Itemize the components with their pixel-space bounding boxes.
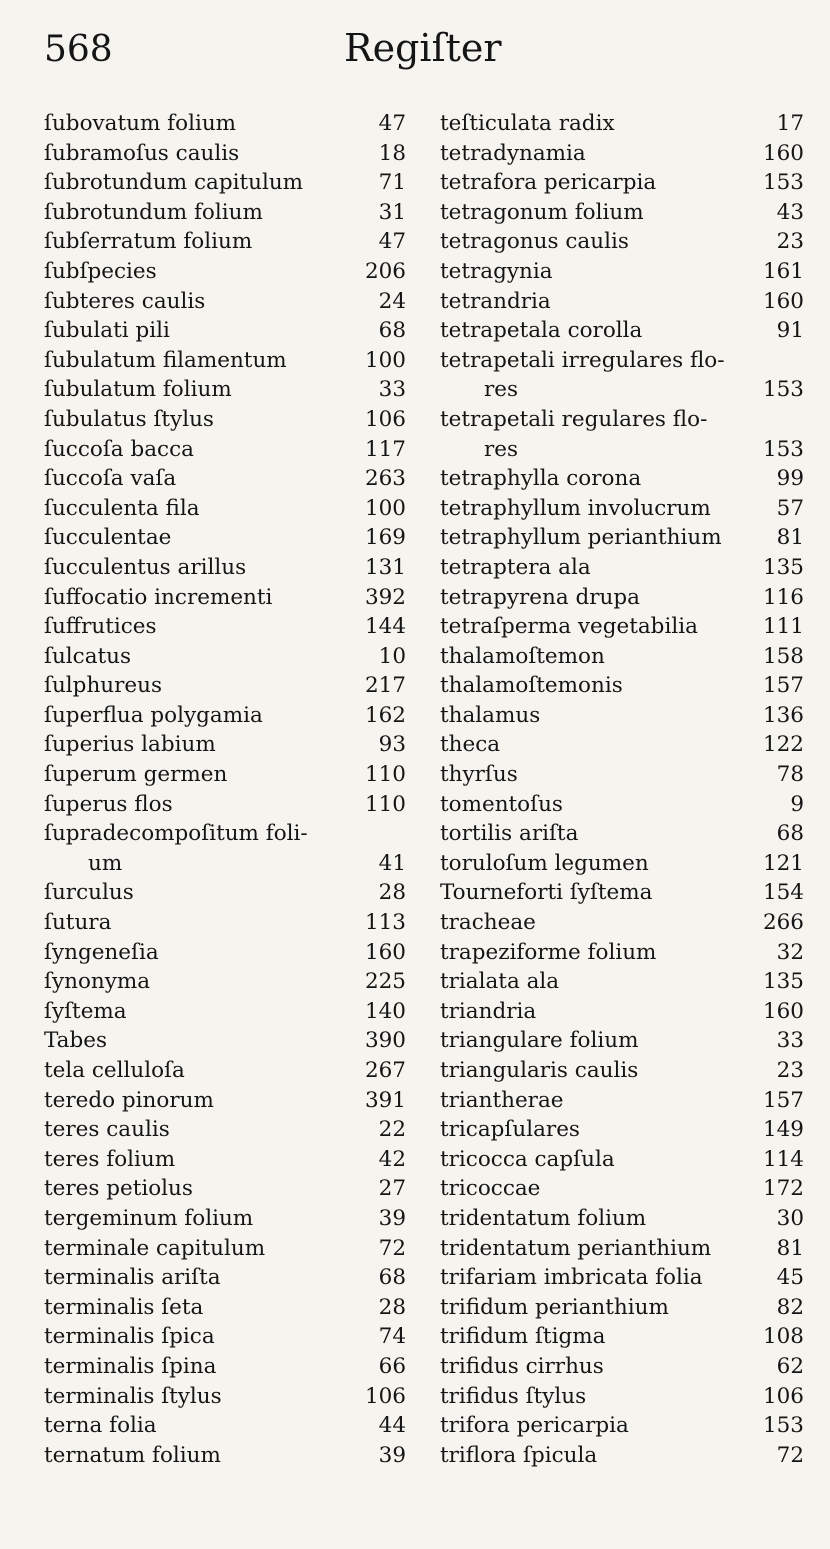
- index-term: tridentatum folium: [440, 1205, 647, 1231]
- page-reference: 157: [762, 673, 804, 699]
- index-term: Tabes: [44, 1028, 108, 1054]
- index-term: tetragonum folium: [440, 199, 644, 225]
- page-reference: 157: [762, 1087, 804, 1113]
- index-term: um: [88, 850, 123, 876]
- index-term: tergeminum folium: [44, 1205, 254, 1231]
- index-entry: [44, 287, 406, 317]
- index-term: ſubulatus ſtylus: [44, 406, 214, 432]
- index-term: terminalis ſpica: [44, 1324, 215, 1350]
- index-entry: [440, 1204, 804, 1234]
- index-term: terminalis ſpina: [44, 1353, 217, 1379]
- index-entry: [440, 287, 804, 317]
- index-entry: [44, 1145, 406, 1175]
- index-entry: [440, 760, 804, 790]
- page-reference: 117: [364, 436, 406, 462]
- index-term: tetraptera ala: [440, 554, 591, 580]
- index-entry: [440, 523, 804, 553]
- index-entry: [44, 405, 406, 435]
- page-reference: 160: [364, 939, 406, 965]
- index-term: trifora pericarpia: [440, 1413, 629, 1439]
- index-term: ſucculentae: [44, 525, 172, 551]
- index-entry: [44, 760, 406, 790]
- page-reference: 99: [776, 466, 804, 492]
- page-reference: 106: [762, 1383, 804, 1409]
- index-term: tetraſperma vegetabilia: [440, 614, 698, 640]
- index-term: tetrandria: [440, 288, 551, 314]
- index-term: ſubramoſus caulis: [44, 140, 240, 166]
- index-entry: [44, 1293, 406, 1323]
- index-entry: [440, 316, 804, 346]
- page-reference: 266: [762, 910, 804, 936]
- index-entry: [440, 612, 804, 642]
- page-reference: 169: [364, 525, 406, 551]
- index-term: ſuffocatio incrementi: [44, 584, 273, 610]
- page-reference: 28: [378, 880, 406, 906]
- page-reference: 135: [762, 969, 804, 995]
- index-entry: [44, 612, 406, 642]
- index-term: Tourneforti ſyſtema: [440, 880, 653, 906]
- page-reference: 113: [364, 910, 406, 936]
- index-entry: [44, 1352, 406, 1382]
- page-reference: 28: [378, 1294, 406, 1320]
- page-reference: 91: [776, 318, 804, 344]
- index-entry: [440, 1441, 804, 1471]
- index-entry: [440, 1352, 804, 1382]
- index-term: tetragonus caulis: [440, 229, 629, 255]
- index-entry: [440, 1115, 804, 1145]
- page-reference: 43: [776, 199, 804, 225]
- index-term: teres folium: [44, 1146, 176, 1172]
- page-reference: 121: [762, 850, 804, 876]
- index-term: ſupradecompoſitum foli-: [44, 821, 308, 847]
- index-term: ſubrotundum capitulum: [44, 170, 304, 196]
- index-entry: [44, 1441, 406, 1471]
- index-term: tortilis ariſta: [440, 821, 579, 847]
- page-reference: 160: [762, 998, 804, 1024]
- page-reference: 93: [378, 732, 406, 758]
- index-entry: [44, 967, 406, 997]
- page-reference: 78: [776, 762, 804, 788]
- index-term: ſuccoſa vaſa: [44, 466, 177, 492]
- page-reference: 22: [378, 1117, 406, 1143]
- page-reference: 158: [762, 643, 804, 669]
- page-reference: 10: [378, 643, 406, 669]
- index-term: trialata ala: [440, 969, 560, 995]
- index-entry: [44, 494, 406, 524]
- index-term: triandria: [440, 998, 537, 1024]
- index-term: ſubovatum folium: [44, 111, 237, 136]
- left-index-column: [44, 109, 406, 1470]
- index-entry: [440, 139, 804, 169]
- index-entry: [44, 849, 406, 879]
- index-entry: [44, 553, 406, 583]
- page-reference: 267: [364, 1058, 406, 1083]
- index-term: tetrapetali regulares flo-: [440, 406, 708, 432]
- index-term: tetrapetali irregulares flo-: [440, 347, 725, 373]
- index-entry: [44, 464, 406, 494]
- right-index-column: [440, 109, 804, 1470]
- index-term: tetrafora pericarpia: [440, 170, 657, 196]
- index-term: ſuperius labium: [44, 732, 216, 758]
- index-term: terminalis ſtylus: [44, 1383, 222, 1409]
- index-entry: [440, 967, 804, 997]
- index-entry: [440, 435, 804, 465]
- page-reference: 225: [364, 969, 406, 995]
- page-reference: 131: [364, 554, 406, 580]
- index-entry: [44, 1263, 406, 1293]
- page-reference: 149: [762, 1117, 804, 1143]
- page-reference: 23: [776, 1058, 804, 1083]
- index-term: ſubrotundum folium: [44, 199, 263, 225]
- index-term: ſubulatum filamentum: [44, 347, 287, 373]
- index-term: thalamoſtemon: [440, 643, 605, 669]
- page-reference: 111: [762, 614, 804, 640]
- page-reference: 160: [762, 140, 804, 166]
- index-entry: [440, 1293, 804, 1323]
- index-term: tridentatum perianthium: [440, 1235, 712, 1261]
- page-reference: 18: [378, 140, 406, 166]
- index-term: tricocca capſula: [440, 1146, 615, 1172]
- page-reference: 68: [776, 821, 804, 847]
- index-term: ſubſerratum folium: [44, 229, 253, 255]
- page-reference: 116: [762, 584, 804, 610]
- index-term: ſulcatus: [44, 643, 132, 669]
- index-term: res: [484, 436, 519, 462]
- page-reference: 32: [776, 939, 804, 965]
- index-entry: [44, 375, 406, 405]
- page-reference: 217: [364, 673, 406, 699]
- index-term: teres petiolus: [44, 1176, 193, 1202]
- index-term: terminalis ariſta: [44, 1265, 221, 1291]
- index-term: terna folia: [44, 1413, 157, 1439]
- page-reference: 122: [762, 732, 804, 758]
- index-entry: [440, 849, 804, 879]
- page-reference: 100: [364, 495, 406, 521]
- index-entry: [44, 1174, 406, 1204]
- index-term: teres caulis: [44, 1117, 170, 1143]
- page-reference: 62: [776, 1353, 804, 1379]
- index-entry: [440, 168, 804, 198]
- page-reference: 106: [364, 406, 406, 432]
- index-entry: [440, 908, 804, 938]
- page-reference: 160: [762, 288, 804, 314]
- index-term: tetraphyllum involucrum: [440, 495, 711, 521]
- page-reference: 82: [776, 1294, 804, 1320]
- index-entry: [440, 1322, 804, 1352]
- index-term: tetrapetala corolla: [440, 318, 643, 344]
- page-reference: 161: [762, 258, 804, 284]
- index-entry: [44, 642, 406, 672]
- index-term: ſuperum germen: [44, 762, 228, 788]
- index-entry: [44, 346, 406, 376]
- index-entry: [44, 1086, 406, 1116]
- index-term: ſyſtema: [44, 998, 127, 1024]
- index-entry: [44, 1411, 406, 1441]
- index-entry: [440, 878, 804, 908]
- index-entry: [44, 1234, 406, 1264]
- index-entry: [44, 1382, 406, 1412]
- page-reference: 391: [364, 1087, 406, 1113]
- page-reference: 30: [776, 1205, 804, 1231]
- index-term: tricapſulares: [440, 1117, 580, 1143]
- page-reference: 153: [762, 377, 804, 403]
- index-entry: [44, 997, 406, 1027]
- page-reference: 172: [762, 1176, 804, 1202]
- index-entry: [440, 494, 804, 524]
- page-reference: 42: [378, 1146, 406, 1172]
- page-reference: 71: [378, 170, 406, 196]
- index-term: ſuperus flos: [44, 791, 173, 817]
- index-term: thalamus: [440, 702, 541, 728]
- index-entry: [44, 671, 406, 701]
- index-term: ternatum folium: [44, 1442, 221, 1468]
- index-term: ſuccoſa bacca: [44, 436, 194, 462]
- index-entry: [440, 198, 804, 228]
- index-term: tela celluloſa: [44, 1058, 185, 1083]
- index-entry: [44, 109, 406, 139]
- index-term: terminale capitulum: [44, 1235, 266, 1261]
- index-term: ſubſpecies: [44, 258, 157, 284]
- index-term: terminalis ſeta: [44, 1294, 204, 1320]
- index-term: ſutura: [44, 910, 112, 936]
- page-reference: 27: [378, 1176, 406, 1202]
- page-reference: 390: [364, 1028, 406, 1054]
- index-term: ſynonyma: [44, 969, 151, 995]
- index-entry: [440, 671, 804, 701]
- index-entry: [44, 1322, 406, 1352]
- index-term: trifariam imbricata folia: [440, 1265, 703, 1291]
- page-reference: 31: [378, 199, 406, 225]
- index-entry: [440, 1056, 804, 1086]
- page-reference: 108: [762, 1324, 804, 1350]
- page-reference: 33: [776, 1028, 804, 1054]
- page-reference: 44: [378, 1413, 406, 1439]
- index-entry: [440, 405, 804, 435]
- page-reference: 144: [364, 614, 406, 640]
- index-entry: [440, 1263, 804, 1293]
- index-term: ſucculenta fila: [44, 495, 200, 521]
- page-reference: 153: [762, 170, 804, 196]
- index-term: triflora ſpicula: [440, 1442, 598, 1468]
- page-reference: 68: [378, 1265, 406, 1291]
- index-entry: [440, 1411, 804, 1441]
- index-entry: [440, 346, 804, 376]
- page-reference: 74: [378, 1324, 406, 1350]
- page-reference: 39: [378, 1205, 406, 1231]
- page-number: 568: [44, 29, 113, 70]
- index-term: triangulare folium: [440, 1028, 639, 1054]
- index-term: triangularis caulis: [440, 1058, 639, 1083]
- index-term: res: [484, 377, 519, 403]
- page-reference: 140: [364, 998, 406, 1024]
- index-entry: [440, 553, 804, 583]
- index-entry: [440, 642, 804, 672]
- page-reference: 9: [790, 791, 804, 817]
- index-entry: [44, 316, 406, 346]
- index-entry: [440, 1086, 804, 1116]
- index-term: trapeziforme folium: [440, 939, 657, 965]
- index-entry: [44, 1115, 406, 1145]
- index-entry: [44, 938, 406, 968]
- index-entry: [440, 819, 804, 849]
- index-term: tetragynia: [440, 258, 553, 284]
- index-term: tomentoſus: [440, 791, 563, 817]
- index-term: ſubulati pili: [44, 318, 170, 344]
- index-entry: [44, 139, 406, 169]
- index-entry: [440, 1026, 804, 1056]
- index-entry: [44, 168, 406, 198]
- index-entry: [440, 375, 804, 405]
- index-term: trifidus cirrhus: [440, 1353, 604, 1379]
- index-term: tricoccae: [440, 1176, 541, 1202]
- index-term: ſubulatum folium: [44, 377, 232, 403]
- page-reference: 72: [776, 1442, 804, 1468]
- index-term: tracheae: [440, 910, 536, 936]
- index-term: ſuffrutices: [44, 614, 157, 640]
- index-entry: [44, 1026, 406, 1056]
- page-reference: 153: [762, 1413, 804, 1439]
- index-entry: [440, 227, 804, 257]
- running-title: Regiſter: [344, 26, 502, 70]
- index-term: tetraphylla corona: [440, 466, 642, 492]
- index-term: ſucculentus arillus: [44, 554, 247, 580]
- index-entry: [44, 908, 406, 938]
- index-term: tetrapyrena drupa: [440, 584, 640, 610]
- page-reference: 41: [378, 850, 406, 876]
- page-reference: 110: [364, 791, 406, 817]
- page-reference: 68: [378, 318, 406, 344]
- index-term: ſubteres caulis: [44, 288, 206, 314]
- index-term: thalamoſtemonis: [440, 673, 623, 699]
- index-term: tetraphyllum perianthium: [440, 525, 722, 551]
- index-entry: [44, 878, 406, 908]
- index-entry: [440, 1174, 804, 1204]
- index-term: trifidus ſtylus: [440, 1383, 587, 1409]
- index-entry: [44, 790, 406, 820]
- index-entry: [44, 257, 406, 287]
- index-term: teſticulata radix: [440, 111, 615, 136]
- page-reference: 23: [776, 229, 804, 255]
- index-entry: [44, 1204, 406, 1234]
- page-reference: 66: [378, 1353, 406, 1379]
- page-reference: 114: [762, 1146, 804, 1172]
- page-reference: 81: [776, 525, 804, 551]
- index-entry: [440, 464, 804, 494]
- page-header: [0, 22, 830, 82]
- index-term: trifidum ſtigma: [440, 1324, 606, 1350]
- index-term: theca: [440, 732, 501, 758]
- index-entry: [440, 790, 804, 820]
- page-reference: 162: [364, 702, 406, 728]
- page-reference: 72: [378, 1235, 406, 1261]
- page-reference: 45: [776, 1265, 804, 1291]
- index-entry: [440, 730, 804, 760]
- index-entry: [440, 938, 804, 968]
- index-entry: [440, 997, 804, 1027]
- index-term: triantherae: [440, 1087, 564, 1113]
- page-reference: 392: [364, 584, 406, 610]
- index-entry: [44, 1056, 406, 1086]
- index-entry: [440, 1145, 804, 1175]
- index-term: trifidum perianthium: [440, 1294, 669, 1320]
- index-entry: [440, 1382, 804, 1412]
- index-entry: [44, 701, 406, 731]
- index-entry: [44, 198, 406, 228]
- page-reference: 39: [378, 1442, 406, 1468]
- index-entry: [440, 701, 804, 731]
- index-term: tetradynamia: [440, 140, 586, 166]
- page-reference: 81: [776, 1235, 804, 1261]
- index-term: thyrſus: [440, 762, 518, 788]
- page-reference: 154: [762, 880, 804, 906]
- index-entry: [440, 583, 804, 613]
- page-reference: 135: [762, 554, 804, 580]
- index-entry: [44, 819, 406, 849]
- index-entry: [440, 109, 804, 139]
- index-entry: [44, 583, 406, 613]
- page-reference: 47: [378, 111, 406, 136]
- index-entry: [440, 257, 804, 287]
- page-reference: 153: [762, 436, 804, 462]
- index-entry: [44, 730, 406, 760]
- index-entry: [44, 227, 406, 257]
- page-reference: 57: [776, 495, 804, 521]
- page-reference: 206: [364, 258, 406, 284]
- page-reference: 106: [364, 1383, 406, 1409]
- index-term: toruloſum legumen: [440, 850, 649, 876]
- index-term: ſuperflua polygamia: [44, 702, 263, 728]
- index-term: ſurculus: [44, 880, 134, 906]
- page-reference: 110: [364, 762, 406, 788]
- page-reference: 24: [378, 288, 406, 314]
- page-reference: 33: [378, 377, 406, 403]
- page-reference: 100: [364, 347, 406, 373]
- index-term: ſyngeneſia: [44, 939, 159, 965]
- index-term: ſulphureus: [44, 673, 163, 699]
- index-entry: [440, 1234, 804, 1264]
- page-reference: 47: [378, 229, 406, 255]
- index-entry: [44, 435, 406, 465]
- index-entry: [44, 523, 406, 553]
- page-reference: 136: [762, 702, 804, 728]
- page-reference: 263: [364, 466, 406, 492]
- page-reference: 17: [776, 111, 804, 136]
- index-term: teredo pinorum: [44, 1087, 214, 1113]
